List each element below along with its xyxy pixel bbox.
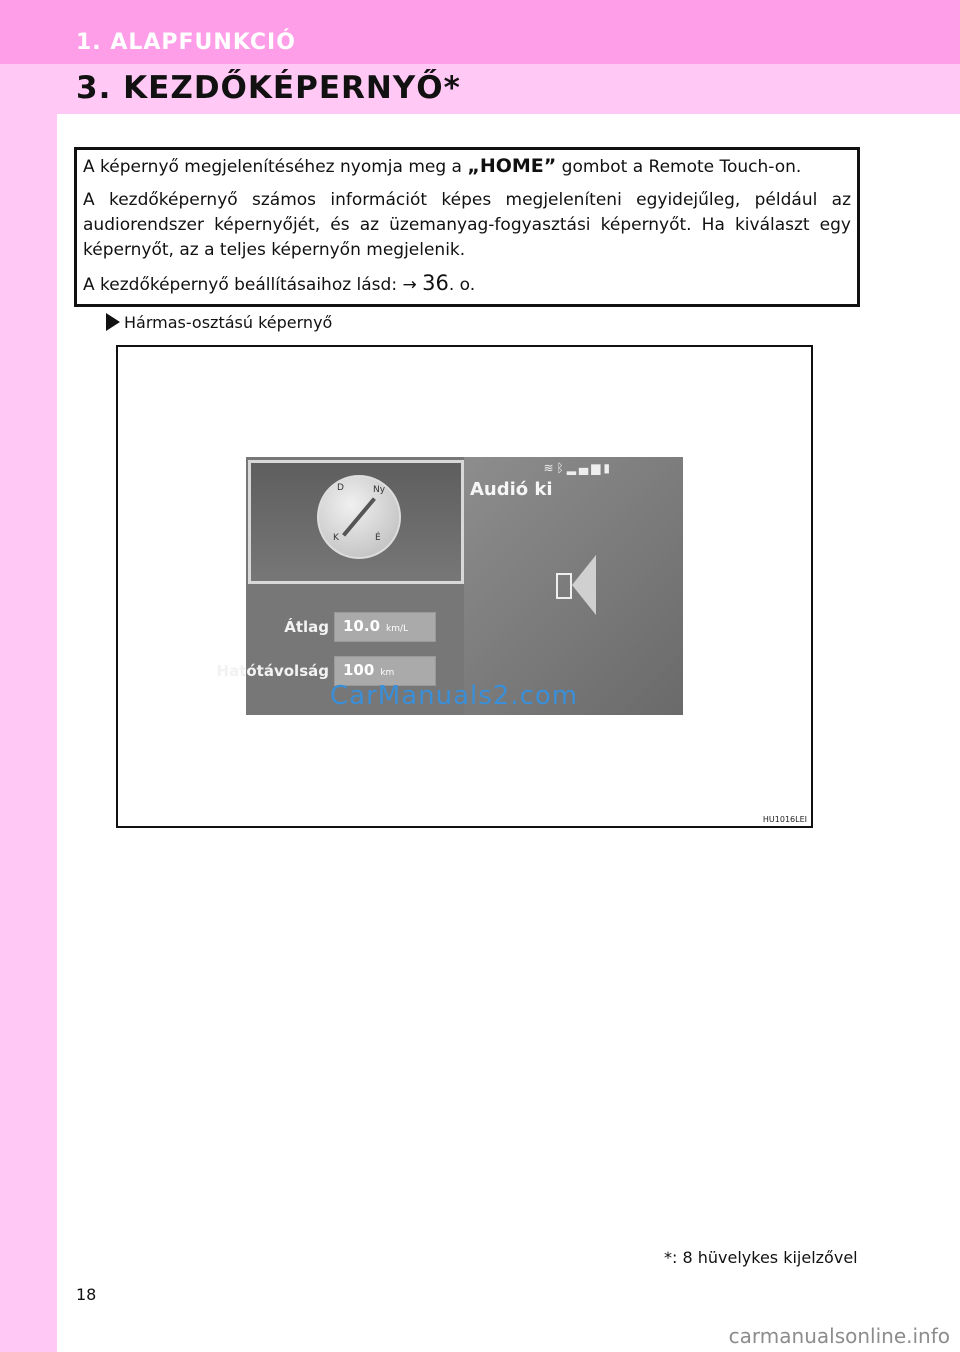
- audio-status-title: Audió ki: [470, 479, 553, 500]
- subheading-text: Hármas-osztású képernyő: [124, 313, 333, 332]
- section-title: 3. KEZDŐKÉPERNYŐ*: [76, 70, 461, 106]
- home-key-label: „HOME”: [467, 155, 557, 177]
- chapter-title: 1. ALAPFUNKCIÓ: [76, 30, 296, 55]
- info-line-3: [83, 271, 851, 298]
- speaker-icon: [572, 555, 596, 615]
- page-number: 18: [76, 1285, 97, 1304]
- footnote: *: 8 hüvelykes kijelzővel: [664, 1248, 858, 1267]
- signal-icon: ▂▄▆: [566, 461, 604, 475]
- wifi-icon: ≋: [543, 461, 557, 475]
- compass-needle: [342, 497, 376, 536]
- figure-frame: [116, 345, 813, 828]
- average-value: 10.0: [343, 617, 381, 635]
- range-unit: km: [380, 668, 395, 678]
- average-value-box: [334, 612, 436, 642]
- info-line-1-post: gombot a Remote Touch-on.: [556, 157, 802, 177]
- info-box: [74, 147, 860, 307]
- head-unit-screen: [216, 457, 683, 715]
- watermark-text: CarManuals2.com: [330, 681, 579, 711]
- average-unit: km/L: [386, 624, 409, 634]
- battery-icon: ▮: [603, 461, 613, 475]
- range-value: 100: [343, 661, 375, 679]
- info-line-3-post: . o.: [448, 275, 476, 295]
- left-margin-strip: [0, 0, 57, 1352]
- status-icons: [543, 461, 613, 475]
- triangle-bullet-icon: [106, 313, 120, 331]
- average-label: Átlag: [284, 618, 329, 636]
- info-line-1-pre: A képernyő megjelenítéséhez nyomja meg a: [83, 157, 468, 177]
- range-label: Hatótávolság: [216, 662, 329, 680]
- subheading: [106, 313, 332, 332]
- speaker-icon-body: [556, 573, 572, 599]
- site-watermark: carmanualsonline.info: [728, 1324, 950, 1348]
- info-line-3-pre: A kezdőképernyő beállításaihoz lásd: →: [83, 275, 423, 295]
- info-paragraph-2: A kezdőképernyő számos információt képes megjeleníteni egyidejűleg, például az audiorendszer képernyőjét, és az üzemanyag-fogyasztási képernyőt. Ha kiválaszt egy képernyőt, az a teljes képernyőn megjelenik.: [83, 190, 851, 260]
- figure-id: HU1016LEI: [762, 815, 807, 824]
- compass-pane: [248, 460, 464, 584]
- compass-letter-ny: Ny: [373, 485, 386, 495]
- audio-pane: [464, 457, 683, 715]
- info-line-1: [83, 154, 851, 180]
- compass-letter-e: É: [375, 533, 381, 543]
- compass-icon: [317, 475, 401, 559]
- compass-letter-k: K: [333, 533, 339, 543]
- bluetooth-icon: ᛒ: [556, 461, 567, 475]
- page-reference: 36: [422, 271, 449, 295]
- compass-letter-d: D: [337, 483, 344, 493]
